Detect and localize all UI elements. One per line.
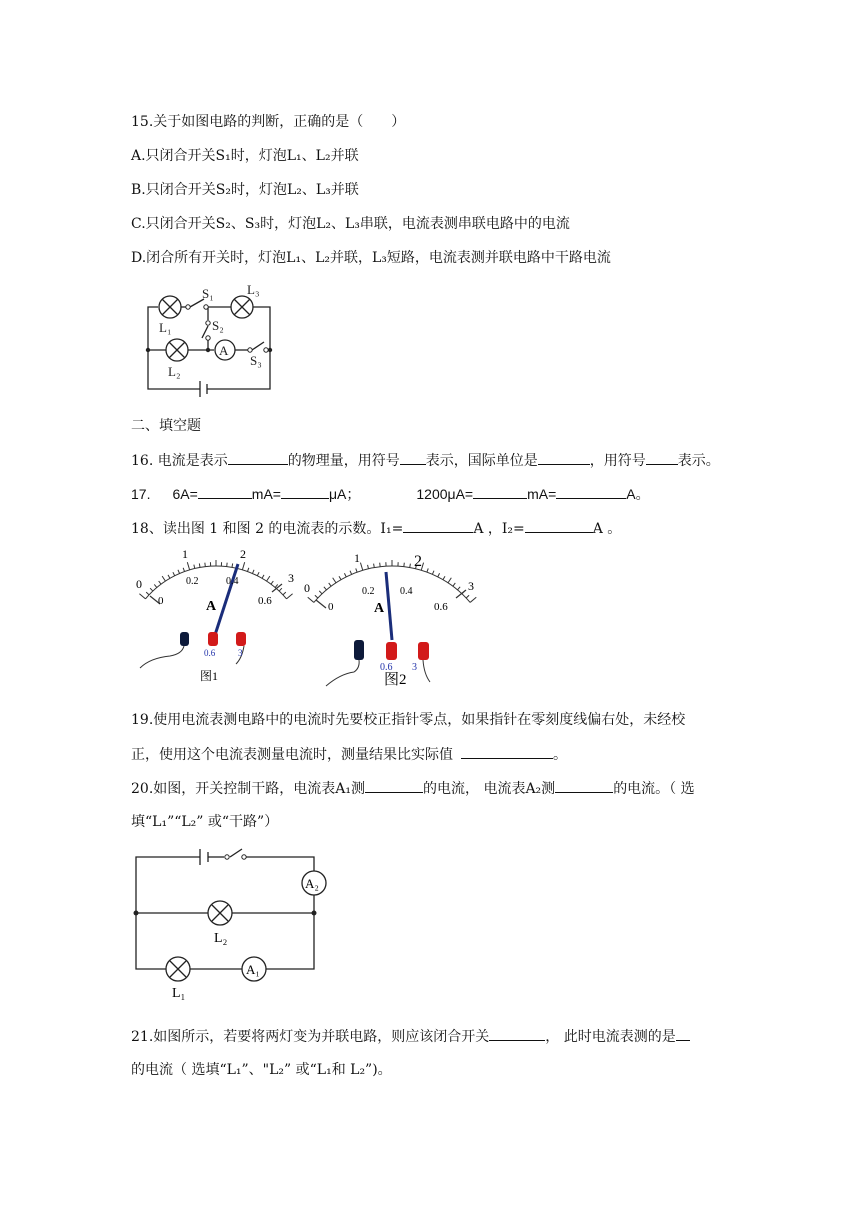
- q15-label-s1: S₁: [202, 286, 214, 301]
- q21-line-1: 21.如图所示，若要将两灯变为并联电路，则应该闭合开关 ， 此时电流表测的是: [131, 1026, 690, 1047]
- scale-tick: [466, 595, 469, 598]
- scale-tick: [333, 578, 336, 583]
- q20-l1-label: L₁: [172, 986, 186, 1001]
- scale-tick: [368, 565, 369, 569]
- q15-label-s3: S₃: [250, 353, 262, 368]
- q20-circuit-diagram: [130, 845, 330, 1005]
- q20-line-2: 填“L₁”“L₂” 或“干路”）: [131, 814, 279, 830]
- q15-ammeter-label: A: [219, 343, 229, 358]
- q16: 16. 电流是表示 的物理量，用符号 表示，国际单位是 ，用符号 表示。: [131, 450, 720, 471]
- scale-tick: [410, 564, 411, 568]
- m2-unit: A: [374, 601, 385, 616]
- scale-tick: [159, 581, 161, 584]
- scale-tick: [199, 563, 200, 567]
- q18-blank-1[interactable]: [403, 518, 473, 533]
- scale-arc: [314, 566, 470, 602]
- q17-blank-3[interactable]: [473, 484, 527, 499]
- scale-tick: [146, 592, 149, 595]
- m1-bottom-06: 0.6: [258, 595, 272, 607]
- scale-tick: [283, 592, 286, 595]
- q21-line-2: 的电流（ 选填“L₁”、"L₂” 或“L₁和 L₂”)。: [131, 1062, 392, 1078]
- m2-bottom-02: 0.2: [362, 586, 375, 597]
- scale-tick: [154, 584, 157, 587]
- q16-blank-1[interactable]: [228, 450, 288, 465]
- scale-tick: [308, 597, 314, 602]
- m1-top-0: 0: [136, 577, 142, 591]
- m1-terminal-3: 3: [238, 648, 243, 658]
- scale-tick: [360, 563, 362, 571]
- m1-top-2: 2: [240, 547, 246, 561]
- scale-tick: [329, 583, 331, 586]
- q15-circuit-diagram: [140, 280, 290, 400]
- q15-option-a: A.只闭合开关S₁时，灯泡L₁、L₂并联: [131, 148, 359, 164]
- q18: 18、读出图 1 和图 2 的电流表的示数。I₁= A ，I₂= A 。: [131, 518, 621, 539]
- m2-bottom-06: 0.6: [434, 601, 448, 613]
- m1-bottom-02: 0.2: [186, 576, 199, 587]
- scale-tick: [271, 581, 273, 584]
- m2-top-3: 3: [468, 579, 474, 593]
- q15-label-s2: S₂: [212, 318, 224, 333]
- q20-l2-label: L₂: [214, 931, 228, 946]
- section-title: 二、填空题: [131, 418, 201, 434]
- q15-label-l3: L₃: [247, 282, 260, 297]
- q15-stem: 15.关于如图电路的判断，正确的是（ ）: [131, 114, 406, 130]
- scale-tick: [232, 563, 233, 567]
- scale-tick: [432, 571, 434, 575]
- m1-bottom-04: 0.4: [226, 576, 239, 587]
- scale-tick: [470, 597, 476, 602]
- scale-tick: [286, 594, 292, 599]
- q20-blank-1[interactable]: [365, 778, 423, 793]
- q19-line-1: 19.使用电流表测电路中的电流时先要校正指针零点，如果指针在零刻度线偏右处，未经校: [131, 712, 686, 728]
- scale-tick: [257, 572, 259, 576]
- m1-top-3: 3: [288, 571, 294, 585]
- m2-caption: 图2: [384, 672, 407, 688]
- q15-label-l1: L₁: [159, 320, 172, 335]
- scale-tick: [344, 573, 346, 577]
- m2-terminal-06: 0.6: [380, 662, 393, 673]
- scale-tick: [252, 570, 254, 574]
- q20-a2-label: A₂: [305, 876, 319, 891]
- scale-tick: [453, 583, 455, 586]
- q17: 17. 6A= mA= μA； 1200μA= mA= A。: [131, 486, 650, 502]
- q16-blank-4[interactable]: [646, 450, 678, 465]
- q21-blank-1[interactable]: [489, 1026, 545, 1041]
- m2-top-2: 2: [414, 553, 422, 570]
- scale-tick: [162, 576, 165, 581]
- m1-terminal-06: 0.6: [204, 648, 216, 658]
- m2-terminal-3: 3: [412, 662, 417, 673]
- scale-tick: [173, 572, 175, 576]
- q20-a1-label: A₁: [246, 962, 260, 977]
- q15-option-d: D.闭合所有开关时，灯泡L₁、L₂并联，L₃短路，电流表测并联电路中干路电流: [131, 250, 611, 266]
- scale-arc: [146, 566, 287, 599]
- q15-label-l2: L₂: [168, 364, 181, 379]
- q17-blank-4[interactable]: [556, 484, 626, 499]
- q17-blank-2[interactable]: [281, 484, 329, 499]
- scale-tick: [194, 565, 195, 569]
- q20-blank-2[interactable]: [555, 778, 613, 793]
- q21-blank-2[interactable]: [676, 1026, 690, 1041]
- q16-blank-3[interactable]: [538, 450, 590, 465]
- m2-bottom-04: 0.4: [400, 586, 413, 597]
- scale-tick: [315, 595, 318, 598]
- q19-blank[interactable]: [461, 744, 553, 759]
- m1-bottom-0: 0: [158, 595, 164, 607]
- m1-unit: A: [206, 599, 217, 614]
- m2-top-1: 1: [354, 551, 360, 565]
- scale-tick: [242, 562, 244, 570]
- q15-option-c: C.只闭合开关S₂、S₃时，灯泡L₂、L₃串联，电流表测串联电路中的电流: [131, 216, 570, 232]
- scale-tick: [139, 594, 145, 599]
- scale-tick: [262, 575, 264, 578]
- scale-tick: [247, 568, 248, 572]
- scale-tick: [168, 575, 170, 578]
- q18-blank-2[interactable]: [525, 518, 593, 533]
- q16-blank-2[interactable]: [400, 450, 426, 465]
- scale-tick: [374, 564, 375, 568]
- scale-tick: [150, 588, 153, 591]
- scale-tick: [183, 568, 184, 572]
- scale-tick: [324, 587, 327, 590]
- q17-blank-1[interactable]: [198, 484, 252, 499]
- scale-tick: [187, 562, 189, 570]
- scale-tick: [178, 570, 180, 574]
- m2-bottom-0: 0: [328, 601, 334, 613]
- ammeter-figure-2: [300, 548, 500, 690]
- q20-line-1: 20.如图，开关控制干路，电流表A₁测 的电流， 电流表A₂测 的电流。（ 选: [131, 778, 695, 799]
- q19-line-2: 正，使用这个电流表测量电流时，测量结果比实际值 。: [131, 744, 567, 765]
- q15-option-b: B.只闭合开关S₂时，灯泡L₂、L₃并联: [131, 182, 359, 198]
- scale-tick: [267, 576, 270, 581]
- scale-tick: [427, 568, 428, 572]
- ammeter-figure-1: [132, 548, 302, 688]
- scale-tick: [350, 571, 352, 575]
- m1-caption: 图1: [200, 669, 219, 683]
- scale-tick: [438, 573, 440, 577]
- scale-tick: [279, 588, 282, 591]
- scale-tick: [443, 576, 445, 579]
- scale-tick: [319, 591, 322, 594]
- scale-tick: [458, 587, 461, 590]
- scale-tick: [356, 568, 357, 572]
- scale-tick: [339, 576, 341, 579]
- m2-top-0: 0: [304, 581, 310, 595]
- m1-top-1: 1: [182, 547, 188, 561]
- scale-tick: [448, 578, 451, 583]
